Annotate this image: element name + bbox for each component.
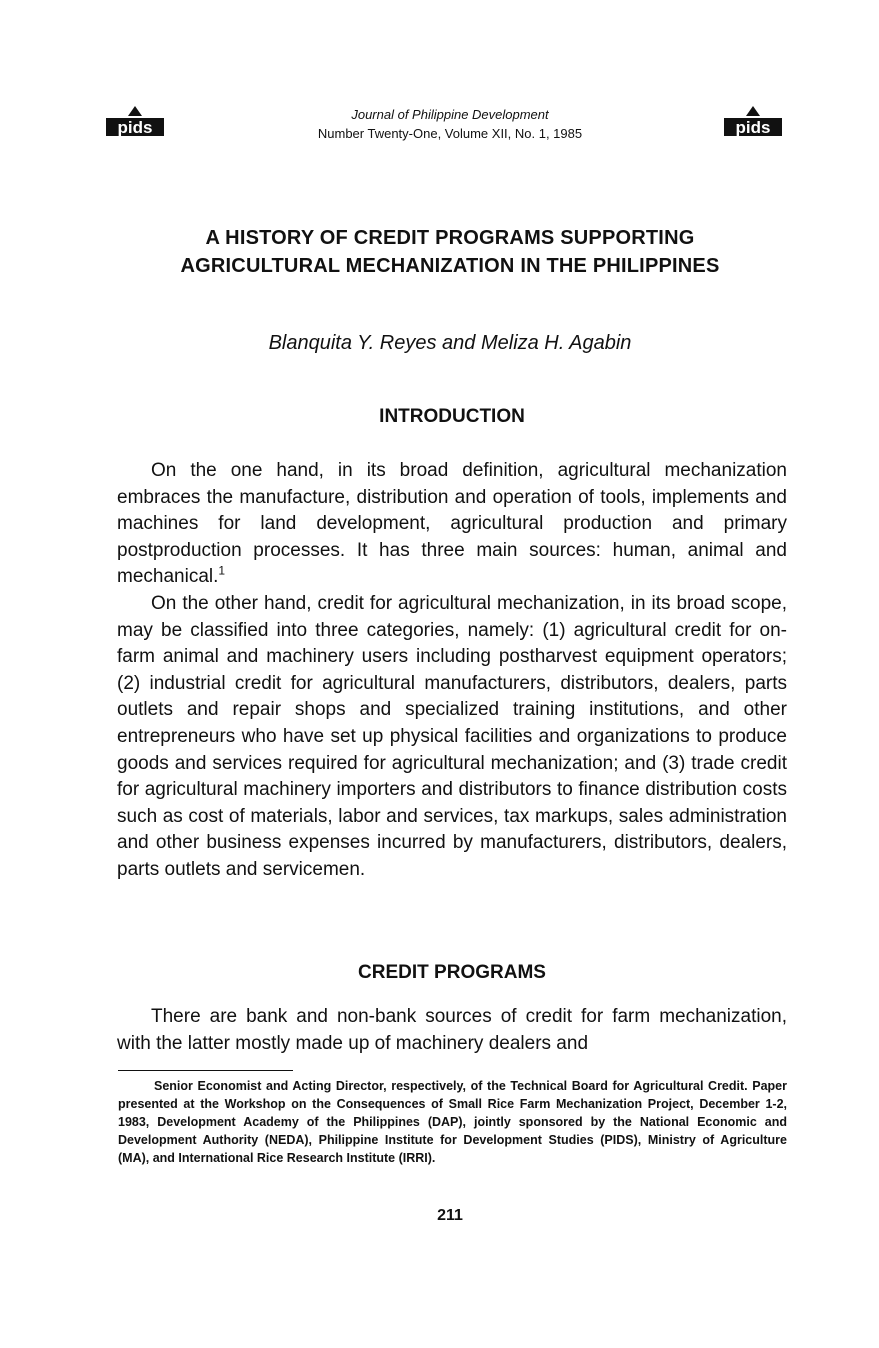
introduction-paragraph-1: [117, 458, 787, 591]
introduction-paragraph-1-text: On the one hand, in its broad definition, agricultural mechanization embraces the manufacture, distribution and operation of tools, implements and machines for land development, agricultural production and primary postproduction processes. It has three main sources: human, animal and mechanical.: [117, 460, 787, 588]
footnote-ref: 1: [218, 564, 226, 579]
article-title: [110, 224, 790, 280]
introduction-body: [117, 458, 787, 884]
journal-name: Journal of Philippine Development: [351, 107, 549, 122]
title-line-2: AGRICULTURAL MECHANIZATION IN THE PHILIPPINES: [180, 255, 720, 277]
svg-text:pids: pids: [735, 118, 771, 137]
pids-logo-right: [722, 104, 784, 138]
footnote-divider: [118, 1070, 293, 1071]
footnote-text: Senior Economist and Acting Director, respectively, of the Technical Board for Agricultural Credit. Paper presented at the Workshop on the Consequences of Small Rice Farm Mechanization Project, December 1-2, 1983, Development Academy of the Philippines (DAP), jointly sponsored by the National Economic and Development Authority (NEDA), Philippine Institute for Development Studies (PIDS), Ministry of Agriculture (MA), and International Rice Research Institute (IRRI).: [118, 1079, 787, 1165]
pids-logo-left: [104, 104, 166, 138]
svg-text:pids: pids: [117, 118, 153, 137]
introduction-paragraph-2: On the other hand, credit for agricultural mechanization, in its broad scope, may be classified into three categories, namely: (1) agricultural credit for on-farm animal and machinery users including postharvest equipment operators; (2) industrial credit for agricultural manufacturers, distributors, dealers, parts outlets and repair shops and specialized training institutions, and other entrepreneurs who have set up physical facilities and organizations to produce goods and services required for agricultural mechanization; and (3) trade credit for agricultural machinery importers and distributors to finance distribution costs such as cost of materials, labor and services, tax markups, sales administration and other business expenses incurred by manufacturers, distributors, dealers, parts outlets and servicemen.: [117, 592, 787, 880]
pids-logo-icon: [104, 104, 166, 138]
journal-issue: Number Twenty-One, Volume XII, No. 1, 1985: [317, 126, 583, 141]
article-authors: Blanquita Y. Reyes and Meliza H. Agabin: [268, 332, 632, 354]
credit-programs-paragraph-1: There are bank and non-bank sources of credit for farm mechanization, with the latter mostly made up of machinery dealers and: [117, 1006, 787, 1054]
pids-logo-icon: [722, 104, 784, 138]
journal-header: [200, 105, 700, 143]
credit-programs-heading: CREDIT PROGRAMS: [358, 962, 546, 983]
page-number: 211: [437, 1207, 463, 1224]
title-line-1: A HISTORY OF CREDIT PROGRAMS SUPPORTING: [205, 227, 695, 249]
credit-programs-body: [117, 1004, 787, 1057]
footnote: [118, 1077, 787, 1167]
introduction-heading: INTRODUCTION: [379, 406, 525, 427]
